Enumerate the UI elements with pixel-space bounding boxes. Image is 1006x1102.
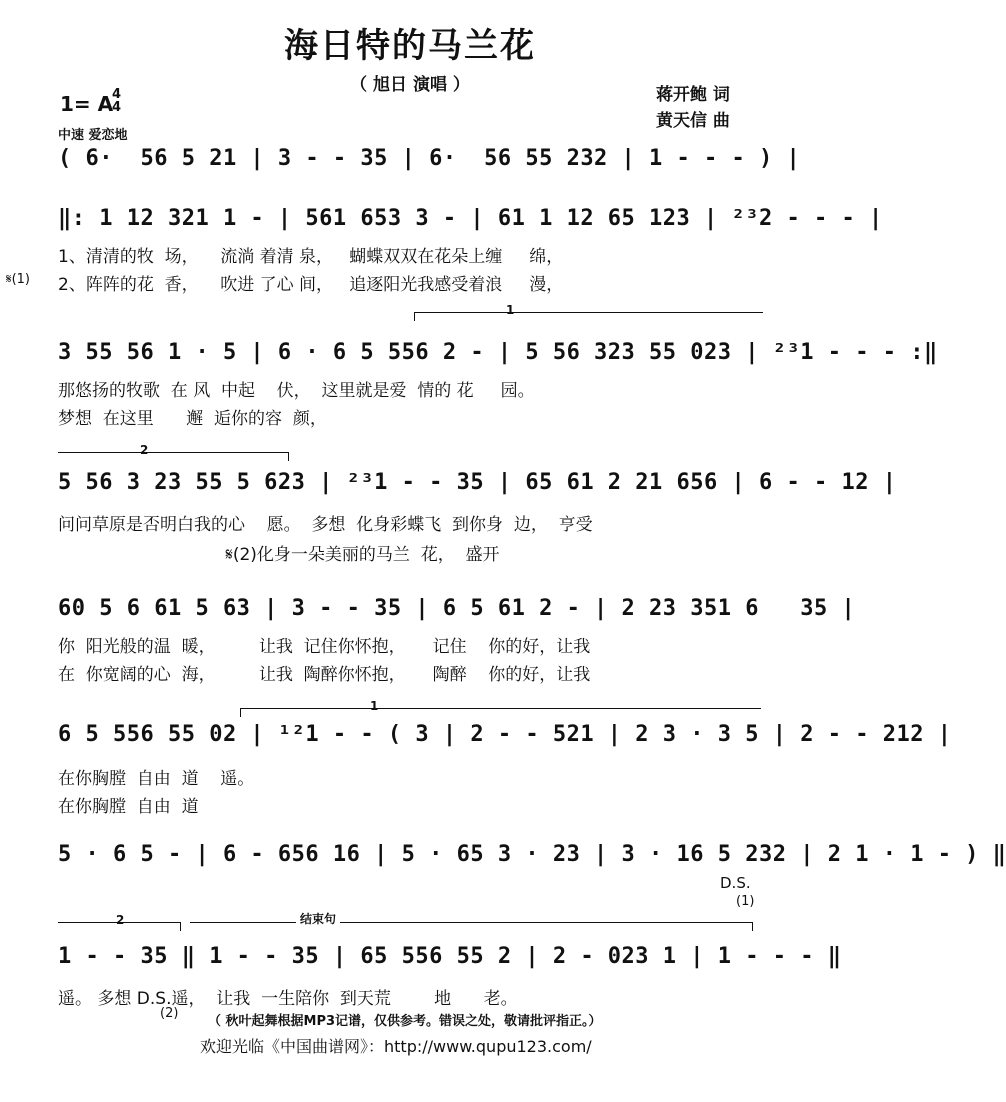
score-row-4: 5 56 3 23 55 5 623 | ²³1 - - 35 | 65 61 2 21 656 | 6 - - 12 |	[58, 470, 897, 495]
da-segno-number: (1)	[736, 894, 755, 909]
lyrics-row-6-verse-1: 在你胸膛 自由 道 遥。	[58, 769, 255, 789]
time-signature: 4 4	[112, 87, 122, 115]
da-segno-mark: D.S.	[720, 874, 751, 892]
score-row-5: 60 5 6 61 5 63 | 3 - - 35 | 6 5 61 2 - | 2 23 351 6 35 |	[58, 596, 856, 621]
volta-bracket-1	[414, 312, 763, 321]
segno-mark-1: 𝄋(1)	[6, 272, 31, 287]
coda-return-mark: (2)	[160, 1006, 179, 1021]
score-row-3: 3 55 56 1 · 5 | 6 · 6 5 556 2 - | 5 56 323 55 023 | ²³1 - - - :‖	[58, 340, 938, 365]
singer-credit: （ 旭日 演唱 ）	[350, 75, 470, 95]
lyrics-row-6-verse-2: 在你胸膛 自由 道	[58, 797, 199, 817]
score-row-8: 1 - - 35 ‖ 1 - - 35 | 65 556 55 2 | 2 - 023 1 | 1 - - - ‖	[58, 944, 842, 969]
volta-number-4: 2	[116, 913, 125, 927]
coda-label: 结束句	[296, 910, 340, 927]
volta-number-1: 1	[506, 303, 515, 317]
score-row-2: ‖: 1 12 321 1 - | 561 653 3 - | 61 1 12 65 123 | ²³2 - - - |	[58, 206, 883, 231]
website-credit: 欢迎光临《中国曲谱网》：http://www.qupu123.com/	[200, 1037, 592, 1056]
song-title: 海日特的马兰花	[284, 26, 536, 66]
volta-bracket-3	[240, 708, 761, 717]
score-row-6: 6 5 556 55 02 | ¹²1 - - ( 3 | 2 - - 521 | 2 3 · 3 5 | 2 - - 212 |	[58, 722, 952, 747]
score-row-7: 5 · 6 5 - | 6 - 656 16 | 5 · 65 3 · 23 | 3 · 16 5 232 | 2 1 · 1 - ) ‖	[58, 842, 1006, 867]
lyrics-row-5-verse-2: 在 你宽阔的心 海， 让我 陶醉你怀抱， 陶醉 你的好，让我	[58, 665, 591, 685]
transcription-note: （ 秋叶起舞根据MP3记谱，仅供参考。错误之处，敬请批评指正。）	[208, 1014, 602, 1029]
composer-credit: 黄天信 曲	[656, 111, 730, 131]
volta-number-2: 2	[140, 443, 149, 457]
lyrics-row-5-verse-1: 你 阳光般的温 暖， 让我 记住你怀抱， 记住 你的好，让我	[58, 637, 591, 657]
volta-bracket-2	[58, 452, 289, 461]
lyrics-row-2-verse-2: 2、阵阵的花 香， 吹进 了心 间， 追逐阳光我感受着浪 漫，	[58, 275, 564, 295]
volta-number-3: 1	[370, 699, 379, 713]
lyrics-row-3-verse-1: 那悠扬的牧歌 在 风 中起 伏， 这里就是爱 情的 花 园。	[58, 381, 535, 401]
lyrics-row-4-verse-2: 𝄋(2)化身一朵美丽的马兰 花， 盛开	[58, 545, 500, 565]
key-signature: 1= A	[60, 92, 114, 116]
lyrics-row-2-verse-1: 1、清清的牧 场， 流淌 着清 泉， 蝴蝶双双在花朵上缠 绵，	[58, 247, 564, 267]
coda-bracket	[190, 922, 753, 931]
lyrics-row-3-verse-2: 梦想 在这里 邂 逅你的容 颜，	[58, 409, 327, 429]
lyricist-credit: 蒋开鲍 词	[656, 85, 730, 105]
lyrics-row-8: 遥。 多想 D.S.遥， 让我 一生陪你 到天荒 地 老。	[58, 989, 518, 1009]
score-row-1: ( 6· 56 5 21 | 3 - - 35 | 6· 56 55 232 | 1 - - - ) |	[58, 146, 801, 171]
lyrics-row-4-verse-1: 问问草原是否明白我的心 愿。 多想 化身彩蝶飞 到你身 边， 亨受	[58, 515, 593, 535]
tempo-marking: 中速 爱恋地	[58, 128, 128, 143]
